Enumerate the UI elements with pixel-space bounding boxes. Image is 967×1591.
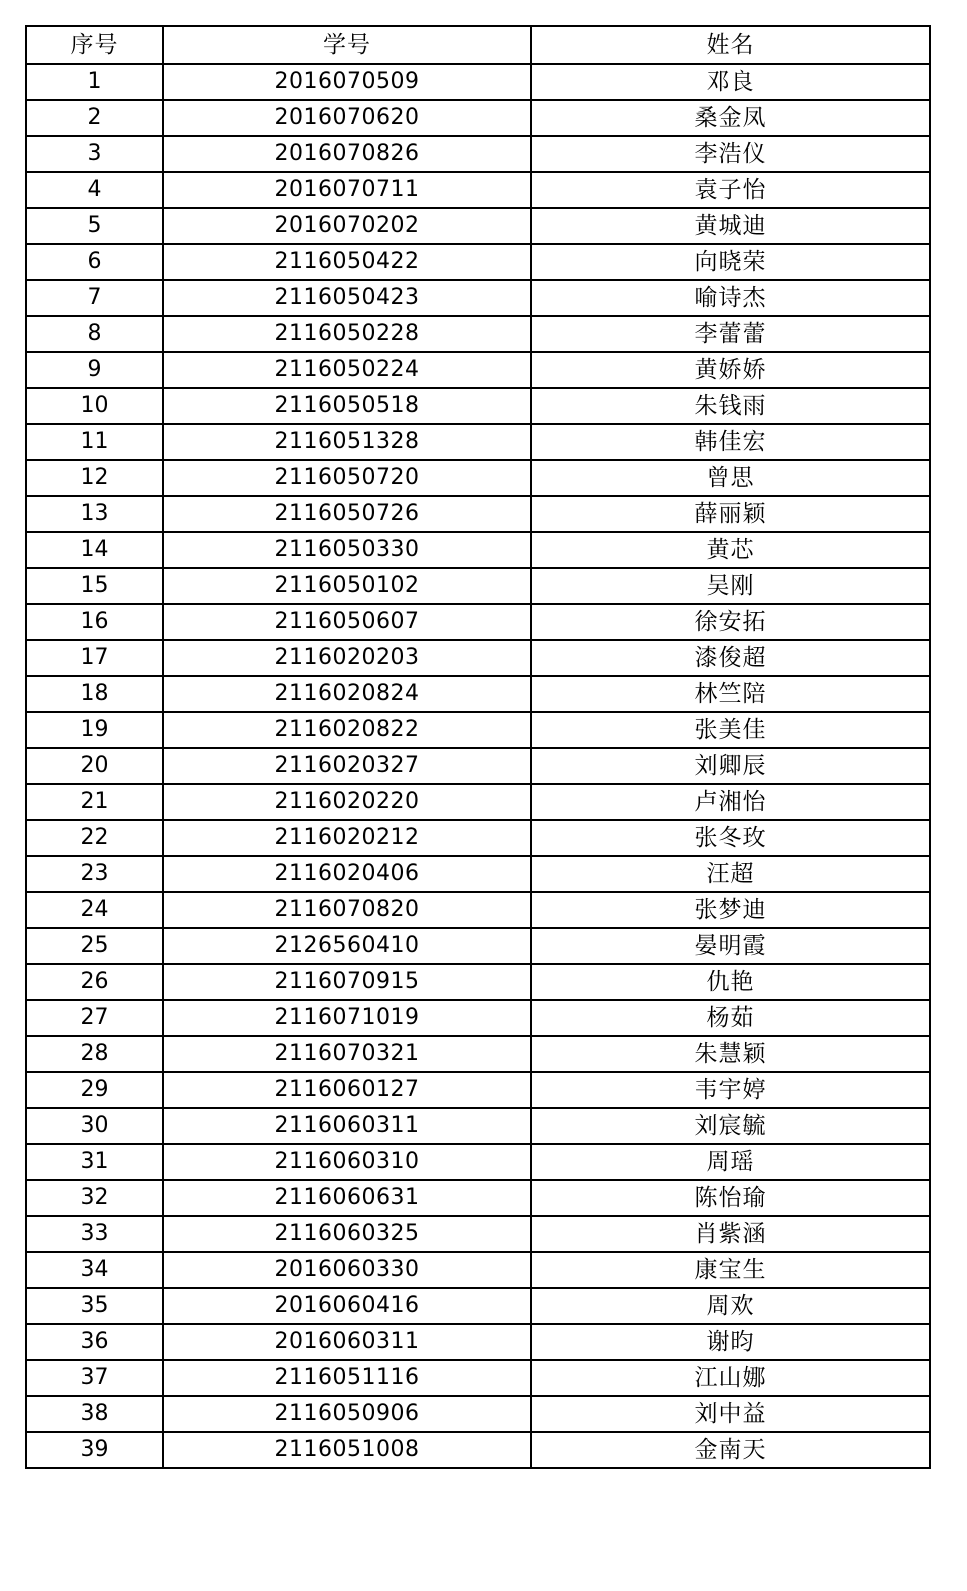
student-id-cell: 2116020822 bbox=[163, 712, 531, 748]
header-student-id: 学号 bbox=[163, 26, 531, 64]
student-id-cell: 2116020327 bbox=[163, 748, 531, 784]
table-row bbox=[26, 568, 930, 604]
table-row bbox=[26, 460, 930, 496]
name-cell: 徐安拓 bbox=[531, 604, 930, 640]
student-id-cell: 2016060330 bbox=[163, 1252, 531, 1288]
student-id-cell: 2116070915 bbox=[163, 964, 531, 1000]
name-cell: 周瑶 bbox=[531, 1144, 930, 1180]
table-header bbox=[26, 26, 930, 64]
table-row bbox=[26, 892, 930, 928]
name-cell: 卢湘怡 bbox=[531, 784, 930, 820]
name-cell: 黄芯 bbox=[531, 532, 930, 568]
name-cell: 韩佳宏 bbox=[531, 424, 930, 460]
table-row bbox=[26, 136, 930, 172]
table-row bbox=[26, 748, 930, 784]
seq-cell: 18 bbox=[26, 676, 163, 712]
seq-cell: 3 bbox=[26, 136, 163, 172]
seq-cell: 23 bbox=[26, 856, 163, 892]
table-row bbox=[26, 496, 930, 532]
seq-cell: 7 bbox=[26, 280, 163, 316]
seq-cell: 32 bbox=[26, 1180, 163, 1216]
name-cell: 张冬玫 bbox=[531, 820, 930, 856]
student-id-cell: 2116050330 bbox=[163, 532, 531, 568]
name-cell: 康宝生 bbox=[531, 1252, 930, 1288]
seq-cell: 8 bbox=[26, 316, 163, 352]
name-cell: 刘宸毓 bbox=[531, 1108, 930, 1144]
name-cell: 刘卿辰 bbox=[531, 748, 930, 784]
student-id-cell: 2116060631 bbox=[163, 1180, 531, 1216]
table-row bbox=[26, 316, 930, 352]
name-cell: 李蕾蕾 bbox=[531, 316, 930, 352]
student-id-cell: 2116070321 bbox=[163, 1036, 531, 1072]
seq-cell: 25 bbox=[26, 928, 163, 964]
name-cell: 汪超 bbox=[531, 856, 930, 892]
table-row bbox=[26, 64, 930, 100]
table-row bbox=[26, 856, 930, 892]
table-row bbox=[26, 1108, 930, 1144]
seq-cell: 31 bbox=[26, 1144, 163, 1180]
seq-cell: 33 bbox=[26, 1216, 163, 1252]
student-id-cell: 2016070711 bbox=[163, 172, 531, 208]
seq-cell: 2 bbox=[26, 100, 163, 136]
header-seq: 序号 bbox=[26, 26, 163, 64]
table-row bbox=[26, 1396, 930, 1432]
student-id-cell: 2116020212 bbox=[163, 820, 531, 856]
table-row bbox=[26, 1360, 930, 1396]
student-id-cell: 2116050518 bbox=[163, 388, 531, 424]
seq-cell: 39 bbox=[26, 1432, 163, 1468]
student-id-cell: 2116060325 bbox=[163, 1216, 531, 1252]
table-row bbox=[26, 1072, 930, 1108]
name-cell: 向晓荣 bbox=[531, 244, 930, 280]
name-cell: 黄城迪 bbox=[531, 208, 930, 244]
seq-cell: 29 bbox=[26, 1072, 163, 1108]
table-row bbox=[26, 388, 930, 424]
student-id-cell: 2116051116 bbox=[163, 1360, 531, 1396]
name-cell: 韦宇婷 bbox=[531, 1072, 930, 1108]
table-row bbox=[26, 208, 930, 244]
name-cell: 杨茹 bbox=[531, 1000, 930, 1036]
name-cell: 黄娇娇 bbox=[531, 352, 930, 388]
student-id-cell: 2116020824 bbox=[163, 676, 531, 712]
student-id-cell: 2116020220 bbox=[163, 784, 531, 820]
student-id-cell: 2116051008 bbox=[163, 1432, 531, 1468]
student-id-cell: 2116020406 bbox=[163, 856, 531, 892]
student-id-cell: 2116060127 bbox=[163, 1072, 531, 1108]
student-id-cell: 2126560410 bbox=[163, 928, 531, 964]
seq-cell: 35 bbox=[26, 1288, 163, 1324]
seq-cell: 19 bbox=[26, 712, 163, 748]
name-cell: 周欢 bbox=[531, 1288, 930, 1324]
name-cell: 刘中益 bbox=[531, 1396, 930, 1432]
student-id-cell: 2116050422 bbox=[163, 244, 531, 280]
name-cell: 漆俊超 bbox=[531, 640, 930, 676]
seq-cell: 9 bbox=[26, 352, 163, 388]
seq-cell: 34 bbox=[26, 1252, 163, 1288]
name-cell: 薛丽颖 bbox=[531, 496, 930, 532]
table-row bbox=[26, 712, 930, 748]
table-row bbox=[26, 100, 930, 136]
table-row bbox=[26, 1288, 930, 1324]
student-id-cell: 2116071019 bbox=[163, 1000, 531, 1036]
name-cell: 张美佳 bbox=[531, 712, 930, 748]
seq-cell: 1 bbox=[26, 64, 163, 100]
student-id-cell: 2116051328 bbox=[163, 424, 531, 460]
name-cell: 张梦迪 bbox=[531, 892, 930, 928]
name-cell: 桑金凤 bbox=[531, 100, 930, 136]
student-id-cell: 2016060416 bbox=[163, 1288, 531, 1324]
student-id-cell: 2116050102 bbox=[163, 568, 531, 604]
table-row bbox=[26, 1144, 930, 1180]
seq-cell: 11 bbox=[26, 424, 163, 460]
table-row bbox=[26, 1000, 930, 1036]
table-row bbox=[26, 1432, 930, 1468]
name-cell: 江山娜 bbox=[531, 1360, 930, 1396]
seq-cell: 14 bbox=[26, 532, 163, 568]
seq-cell: 4 bbox=[26, 172, 163, 208]
student-id-cell: 2116060311 bbox=[163, 1108, 531, 1144]
student-id-cell: 2116050720 bbox=[163, 460, 531, 496]
name-cell: 朱慧颖 bbox=[531, 1036, 930, 1072]
table-row bbox=[26, 1216, 930, 1252]
table-row bbox=[26, 604, 930, 640]
name-cell: 袁子怡 bbox=[531, 172, 930, 208]
student-id-cell: 2116060310 bbox=[163, 1144, 531, 1180]
name-cell: 李浩仪 bbox=[531, 136, 930, 172]
name-cell: 肖紫涵 bbox=[531, 1216, 930, 1252]
name-cell: 林竺陪 bbox=[531, 676, 930, 712]
table-row bbox=[26, 820, 930, 856]
student-id-cell: 2116020203 bbox=[163, 640, 531, 676]
header-name: 姓名 bbox=[531, 26, 930, 64]
table-row bbox=[26, 640, 930, 676]
student-id-cell: 2116050224 bbox=[163, 352, 531, 388]
name-cell: 朱钱雨 bbox=[531, 388, 930, 424]
seq-cell: 5 bbox=[26, 208, 163, 244]
table-row bbox=[26, 532, 930, 568]
name-cell: 谢昀 bbox=[531, 1324, 930, 1360]
seq-cell: 12 bbox=[26, 460, 163, 496]
name-cell: 金南天 bbox=[531, 1432, 930, 1468]
seq-cell: 28 bbox=[26, 1036, 163, 1072]
name-cell: 喻诗杰 bbox=[531, 280, 930, 316]
table-row bbox=[26, 1036, 930, 1072]
student-id-cell: 2116050228 bbox=[163, 316, 531, 352]
table-row bbox=[26, 784, 930, 820]
seq-cell: 26 bbox=[26, 964, 163, 1000]
seq-cell: 36 bbox=[26, 1324, 163, 1360]
student-id-cell: 2016070620 bbox=[163, 100, 531, 136]
name-cell: 仇艳 bbox=[531, 964, 930, 1000]
table-body bbox=[26, 64, 930, 1468]
student-id-cell: 2016060311 bbox=[163, 1324, 531, 1360]
student-id-cell: 2116050607 bbox=[163, 604, 531, 640]
name-cell: 晏明霞 bbox=[531, 928, 930, 964]
student-id-cell: 2116050906 bbox=[163, 1396, 531, 1432]
table-row bbox=[26, 1252, 930, 1288]
table-row bbox=[26, 172, 930, 208]
seq-cell: 17 bbox=[26, 640, 163, 676]
student-id-cell: 2016070826 bbox=[163, 136, 531, 172]
seq-cell: 16 bbox=[26, 604, 163, 640]
seq-cell: 6 bbox=[26, 244, 163, 280]
student-id-cell: 2116050423 bbox=[163, 280, 531, 316]
student-id-cell: 2016070202 bbox=[163, 208, 531, 244]
seq-cell: 10 bbox=[26, 388, 163, 424]
table-row bbox=[26, 928, 930, 964]
seq-cell: 21 bbox=[26, 784, 163, 820]
seq-cell: 22 bbox=[26, 820, 163, 856]
seq-cell: 15 bbox=[26, 568, 163, 604]
header-row bbox=[26, 26, 930, 64]
name-cell: 陈怡瑜 bbox=[531, 1180, 930, 1216]
seq-cell: 13 bbox=[26, 496, 163, 532]
student-id-cell: 2116070820 bbox=[163, 892, 531, 928]
table-row bbox=[26, 1180, 930, 1216]
seq-cell: 27 bbox=[26, 1000, 163, 1036]
table-row bbox=[26, 424, 930, 460]
student-roster-table bbox=[25, 25, 931, 1469]
seq-cell: 38 bbox=[26, 1396, 163, 1432]
table-row bbox=[26, 352, 930, 388]
name-cell: 曾思 bbox=[531, 460, 930, 496]
name-cell: 邓良 bbox=[531, 64, 930, 100]
table-row bbox=[26, 244, 930, 280]
table-row bbox=[26, 280, 930, 316]
seq-cell: 20 bbox=[26, 748, 163, 784]
table-row bbox=[26, 676, 930, 712]
table-row bbox=[26, 964, 930, 1000]
seq-cell: 37 bbox=[26, 1360, 163, 1396]
seq-cell: 24 bbox=[26, 892, 163, 928]
student-id-cell: 2116050726 bbox=[163, 496, 531, 532]
seq-cell: 30 bbox=[26, 1108, 163, 1144]
student-id-cell: 2016070509 bbox=[163, 64, 531, 100]
name-cell: 吴刚 bbox=[531, 568, 930, 604]
table-row bbox=[26, 1324, 930, 1360]
